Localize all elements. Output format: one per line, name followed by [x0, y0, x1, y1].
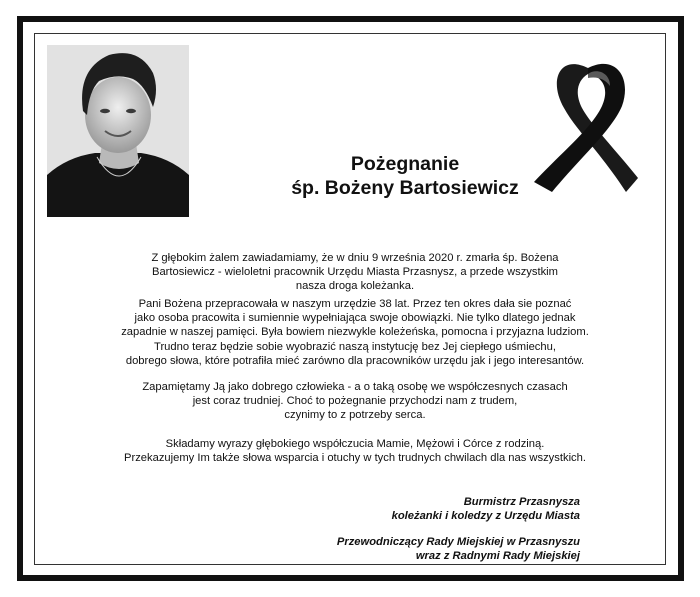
signature-line: wraz z Radnymi Rady Miejskiej [415, 549, 580, 562]
text-line: jako osoba pracowita i sumiennie wypełniająca swoje obowiązki. Nie tylko dlatego jednak [134, 312, 576, 325]
text-line: dobrego słowa, które potrafiła mieć zarówno dla pracowników urzędu jak i jego interesantów. [125, 354, 585, 367]
page-title [205, 152, 605, 200]
text-line: czynimy to z potrzeby serca. [284, 409, 426, 422]
paragraph-announcement [95, 251, 615, 294]
title-line-2: śp. Bożeny Bartosiewicz [291, 177, 519, 199]
text-line: jest coraz trudniej. Choć to pożegnanie przychodzi nam z trudem, [192, 395, 518, 408]
text-line: Pani Bożena przepracowała w naszym urzędzie 38 lat. Przez ten okres dała sie poznać [138, 298, 572, 310]
text-line: Przekazujemy Im także słowa wsparcia i otuchy w tych trudnych chwilach dla nas wszystkich. [124, 452, 586, 465]
text-line: nasza droga koleżanka. [295, 280, 415, 293]
paragraph-condolences [95, 437, 615, 465]
paragraph-remembrance [95, 380, 615, 423]
text-line: Bartosiewicz - wieloletni pracownik Urzędu Miasta Przasnysz, a przede wszystkim [152, 266, 558, 279]
signature-spacer [337, 523, 580, 536]
portrait-photo [47, 45, 189, 217]
text-line: Z głębokim żalem zawiadamiamy, że w dniu 9 września 2020 r. zmarła śp. Bożena [151, 252, 559, 264]
text-line: zapadnie w naszej pamięci. Była bowiem niezwykle koleżeńska, pomocna i przyjazna ludziom. [121, 326, 589, 339]
signature-line: Burmistrz Przasnysza [463, 496, 580, 508]
signature-line: koleżanki i koledzy z Urzędu Miasta [391, 509, 580, 522]
text-line: Zapamiętamy Ją jako dobrego człowieka - a o taką osobę we współczesnych czasach [142, 381, 568, 393]
paragraph-career [95, 297, 615, 368]
portrait-image [47, 45, 189, 217]
signature-line: Przewodniczący Rady Miejskiej w Przasnyszu [336, 536, 580, 548]
text-line: Składamy wyrazy głębokiego współczucia Mamie, Mężowi i Córce z rodziną. [165, 438, 545, 450]
text-line: Trudno teraz będzie sobie wyobrazić naszą instytucję bez Jej ciepłego uśmiechu, [154, 340, 556, 353]
title-line-1: Pożegnanie [350, 153, 460, 175]
signatures [337, 496, 580, 563]
